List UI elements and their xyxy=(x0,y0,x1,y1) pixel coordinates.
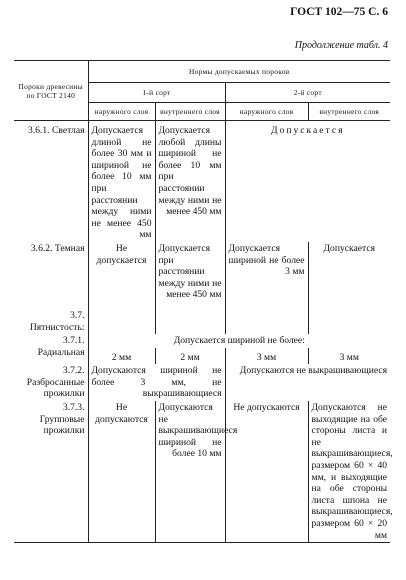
row-name: 3.6.2. Темная xyxy=(30,242,85,254)
table-row xyxy=(14,121,390,242)
table-row xyxy=(14,364,390,401)
header-grade-1: 1-й сорт xyxy=(88,83,225,103)
cell-g2-inner: Допускается xyxy=(308,242,390,302)
cell-g1-outer: 2 мм xyxy=(88,348,155,365)
cell-g1-outer: Не допускается xyxy=(88,242,155,302)
cell-span-text: Допускается шириной не более: xyxy=(88,334,390,348)
row-name: 3.6.1. Светлая xyxy=(27,125,85,136)
cell-g2-inner: Допускаются не выходящие на обе стороны листа и не выкрашивающиеся, размером 60 × 40 мм, и выходящие на обе стороны листа шпона не выкрашивающиеся, размером 60 × 20 мм xyxy=(308,401,390,543)
row-name: 3.7.2. Разбросанные прожилки xyxy=(26,365,85,400)
page-header: ГОСТ 102—75 С. 6 xyxy=(290,6,388,18)
defects-norms-table xyxy=(14,60,393,543)
table-row xyxy=(14,242,390,302)
header-defects: Пороки древесины по ГОСТ 2140 xyxy=(14,61,88,121)
header-g2-outer: наружного слоя xyxy=(225,103,308,121)
table-row xyxy=(14,401,390,543)
cell-g2-outer: 3 мм xyxy=(225,348,308,365)
cell-g2-outer: Допускается шириной не более 3 мм xyxy=(225,242,308,302)
cell-g2-outer: Не допускаются xyxy=(225,401,308,543)
header-norms: Нормы допускаемых пороков xyxy=(88,61,390,83)
row-name: 3.7.1. Радиальная xyxy=(37,335,85,358)
cell-g1-inner: 2 мм xyxy=(155,348,225,365)
cell-g1: Допускаются шириной не более 3 мм, не выкрашивающиеся xyxy=(88,364,225,401)
table-row xyxy=(14,334,390,348)
cell-g2: Допускаются не выкрашивающиеся xyxy=(225,364,390,401)
header-grade-2: 2-й сорт xyxy=(225,83,390,103)
cell-g2-inner: 3 мм xyxy=(308,348,390,365)
header-g2-inner: внутреннего слоя xyxy=(308,103,390,121)
table-continuation-note: Продолжение табл. 4 xyxy=(294,40,388,51)
header-g1-inner: внутреннего слоя xyxy=(155,103,225,121)
row-name: 3.7.3. Групповые прожилки xyxy=(14,401,88,543)
cell-g1-inner: Допускаются не выкрашивающиеся шириной не более 10 мм xyxy=(155,401,225,543)
cell-g1-inner: Допускается любой длины шириной не более 10 мм при расстоянии между ними не менее 450 мм xyxy=(155,121,225,242)
cell-g1-outer: Допускается длиной не более 30 мм и шириной не более 10 мм при расстоянии между ними не менее 450 мм xyxy=(88,121,155,242)
table-row xyxy=(14,302,390,334)
cell-g1-inner: Допускается при расстоянии между ними не менее 450 мм xyxy=(155,242,225,302)
cell-g1-outer: Не допускаются xyxy=(88,401,155,543)
cell-g2: Допускается xyxy=(225,121,390,242)
row-name: 3.7. Пятнистость: xyxy=(29,309,85,333)
header-g1-outer: наружного слоя xyxy=(88,103,155,121)
